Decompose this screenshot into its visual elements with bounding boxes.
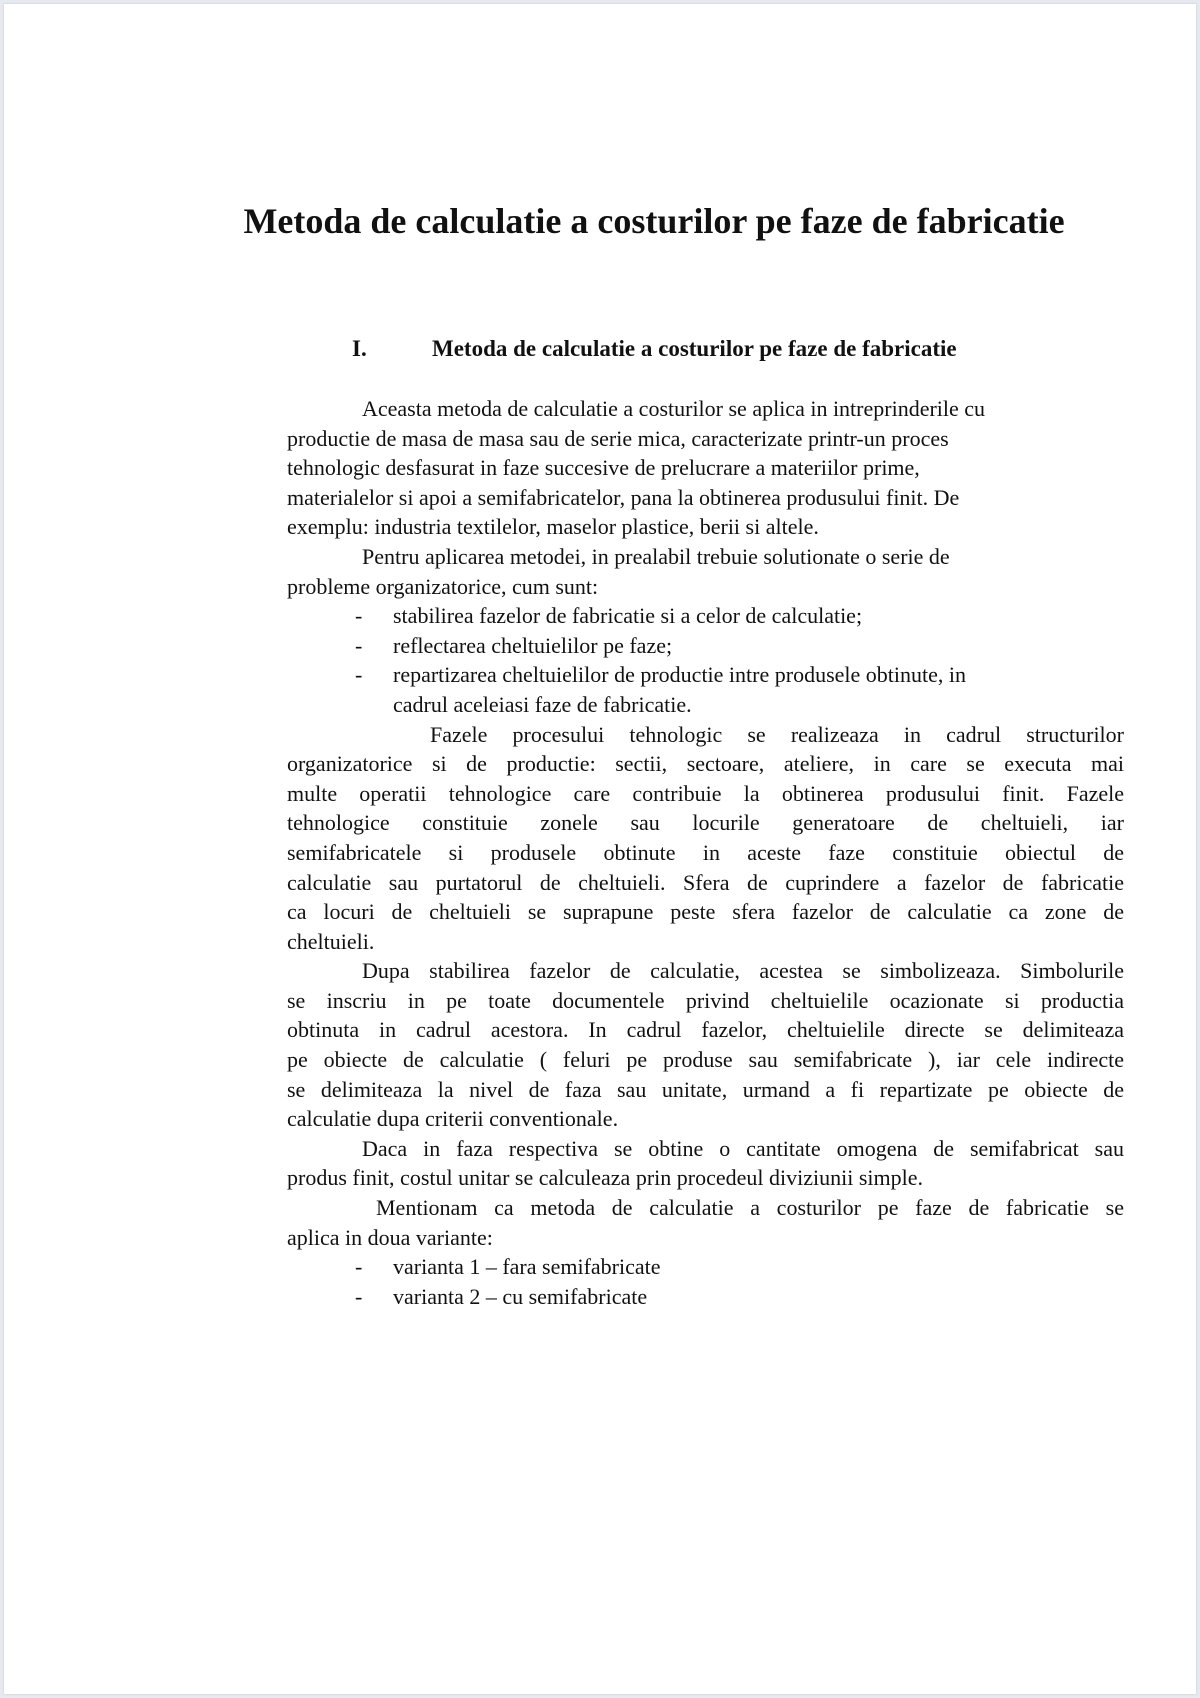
line-text: calculatie sau purtatorul de cheltuieli. Sfera de cuprindere a fazelor de fabricatie — [287, 869, 1124, 895]
line-text: multe operatii tehnologice care contribuie la obtinerea produsului finit. Fazele — [287, 780, 1124, 806]
line-text: calculatie dupa criterii conventionale. — [287, 1106, 619, 1132]
list-item — [287, 601, 1124, 631]
paragraph-line — [287, 1104, 1124, 1134]
paragraph-line — [287, 897, 1124, 927]
line-text: Fazele procesului tehnologic se realizeaza in cadrul structurilor — [430, 721, 1124, 747]
line-text: Mentionam ca metoda de calculatie a costurilor pe faze de fabricatie se — [376, 1195, 1124, 1221]
line-text: Aceasta metoda de calculatie a costurilor se aplica in intreprinderile cu — [362, 396, 986, 421]
line-text: materialelor si apoi a semifabricatelor, pana la obtinerea produsului finit. De — [287, 484, 960, 510]
bullet-dash: - — [355, 1283, 363, 1309]
paragraph-line — [287, 779, 1124, 809]
section-number: I. — [352, 336, 367, 361]
paragraph-line — [287, 572, 1124, 602]
section-heading-text: Metoda de calculatie a costurilor pe faze de fabricatie — [432, 336, 957, 361]
line-text: cadrul aceleiasi faze de fabricatie. — [393, 691, 692, 717]
line-text: Dupa stabilirea fazelor de calculatie, acestea se simbolizeaza. Simbolurile — [362, 958, 1124, 984]
bullet-dash: - — [355, 603, 363, 629]
paragraph-line — [287, 394, 1124, 424]
paragraph-line — [287, 986, 1124, 1016]
document-body — [287, 394, 1124, 1311]
paragraph-line — [287, 1163, 1124, 1193]
paragraph-line — [287, 1134, 1124, 1164]
page-title: Metoda de calculatie a costurilor pe faze de fabricatie — [243, 201, 1065, 241]
paragraph-line — [287, 956, 1124, 986]
bullet-dash: - — [355, 632, 363, 658]
paragraph-line — [287, 690, 1124, 720]
line-text: Pentru aplicarea metodei, in prealabil trebuie solutionate o serie de — [362, 543, 950, 569]
paragraph-line — [287, 838, 1124, 868]
line-text: cheltuieli. — [287, 928, 375, 954]
section-heading — [352, 336, 957, 362]
line-text: repartizarea cheltuielilor de productie intre produsele obtinute, in — [393, 662, 966, 688]
paragraph-line — [287, 749, 1124, 779]
list-item — [287, 1252, 1124, 1282]
line-text: stabilirea fazelor de fabricatie si a celor de calculatie; — [393, 603, 863, 629]
paragraph-line — [287, 720, 1124, 750]
line-text: produs finit, costul unitar se calculeaza prin procedeul diviziunii simple. — [287, 1165, 923, 1191]
line-text: obtinuta in cadrul acestora. In cadrul fazelor, cheltuielile directe se delimiteaza — [287, 1017, 1124, 1043]
paragraph-line — [287, 1075, 1124, 1105]
line-text: tehnologic desfasurat in faze succesive de prelucrare a materiilor prime, — [287, 455, 920, 481]
paragraph-line — [287, 1015, 1124, 1045]
document-page — [4, 4, 1196, 1694]
line-text: Daca in faza respectiva se obtine o cantitate omogena de semifabricat sau — [362, 1135, 1124, 1161]
paragraph-line — [287, 868, 1124, 898]
paragraph-line — [287, 424, 1124, 454]
paragraph-line — [287, 1223, 1124, 1253]
line-text: productie de masa de masa sau de serie mica, caracterizate printr-un proces — [287, 425, 949, 451]
list-item — [287, 660, 1124, 690]
paragraph-line — [287, 512, 1124, 542]
line-text: semifabricatele si produsele obtinute in aceste faze constituie obiectul de — [287, 839, 1124, 865]
line-text: organizatorice si de productie: sectii, sectoare, ateliere, in care se executa mai — [287, 751, 1124, 777]
line-text: exemplu: industria textilelor, maselor plastice, berii si altele. — [287, 514, 819, 540]
line-text: se delimiteaza la nivel de faza sau unitate, urmand a fi repartizate pe obiecte de — [287, 1076, 1124, 1102]
bullet-dash: - — [355, 1254, 363, 1280]
paragraph-line — [287, 1193, 1124, 1223]
list-item — [287, 631, 1124, 661]
line-text: ca locuri de cheltuieli se suprapune peste sfera fazelor de calculatie ca zone de — [287, 899, 1124, 925]
line-text: tehnologice constituie zonele sau locurile generatoare de cheltuieli, iar — [287, 810, 1124, 836]
paragraph-line — [287, 453, 1124, 483]
line-text: reflectarea cheltuielilor pe faze; — [393, 632, 673, 658]
line-text: se inscriu in pe toate documentele privind cheltuielile ocazionate si productia — [287, 987, 1124, 1013]
line-text: varianta 1 – fara semifabricate — [393, 1254, 661, 1280]
line-text: probleme organizatorice, cum sunt: — [287, 573, 599, 599]
paragraph-line — [287, 542, 1124, 572]
paragraph-line — [287, 927, 1124, 957]
line-text: varianta 2 – cu semifabricate — [393, 1283, 648, 1309]
paragraph-line — [287, 483, 1124, 513]
paragraph-line — [287, 1045, 1124, 1075]
line-text: aplica in doua variante: — [287, 1224, 493, 1250]
list-item — [287, 1282, 1124, 1312]
bullet-dash: - — [355, 662, 363, 688]
line-text: pe obiecte de calculatie ( feluri pe produse sau semifabricate ), iar cele indirecte — [287, 1047, 1124, 1073]
paragraph-line — [287, 808, 1124, 838]
